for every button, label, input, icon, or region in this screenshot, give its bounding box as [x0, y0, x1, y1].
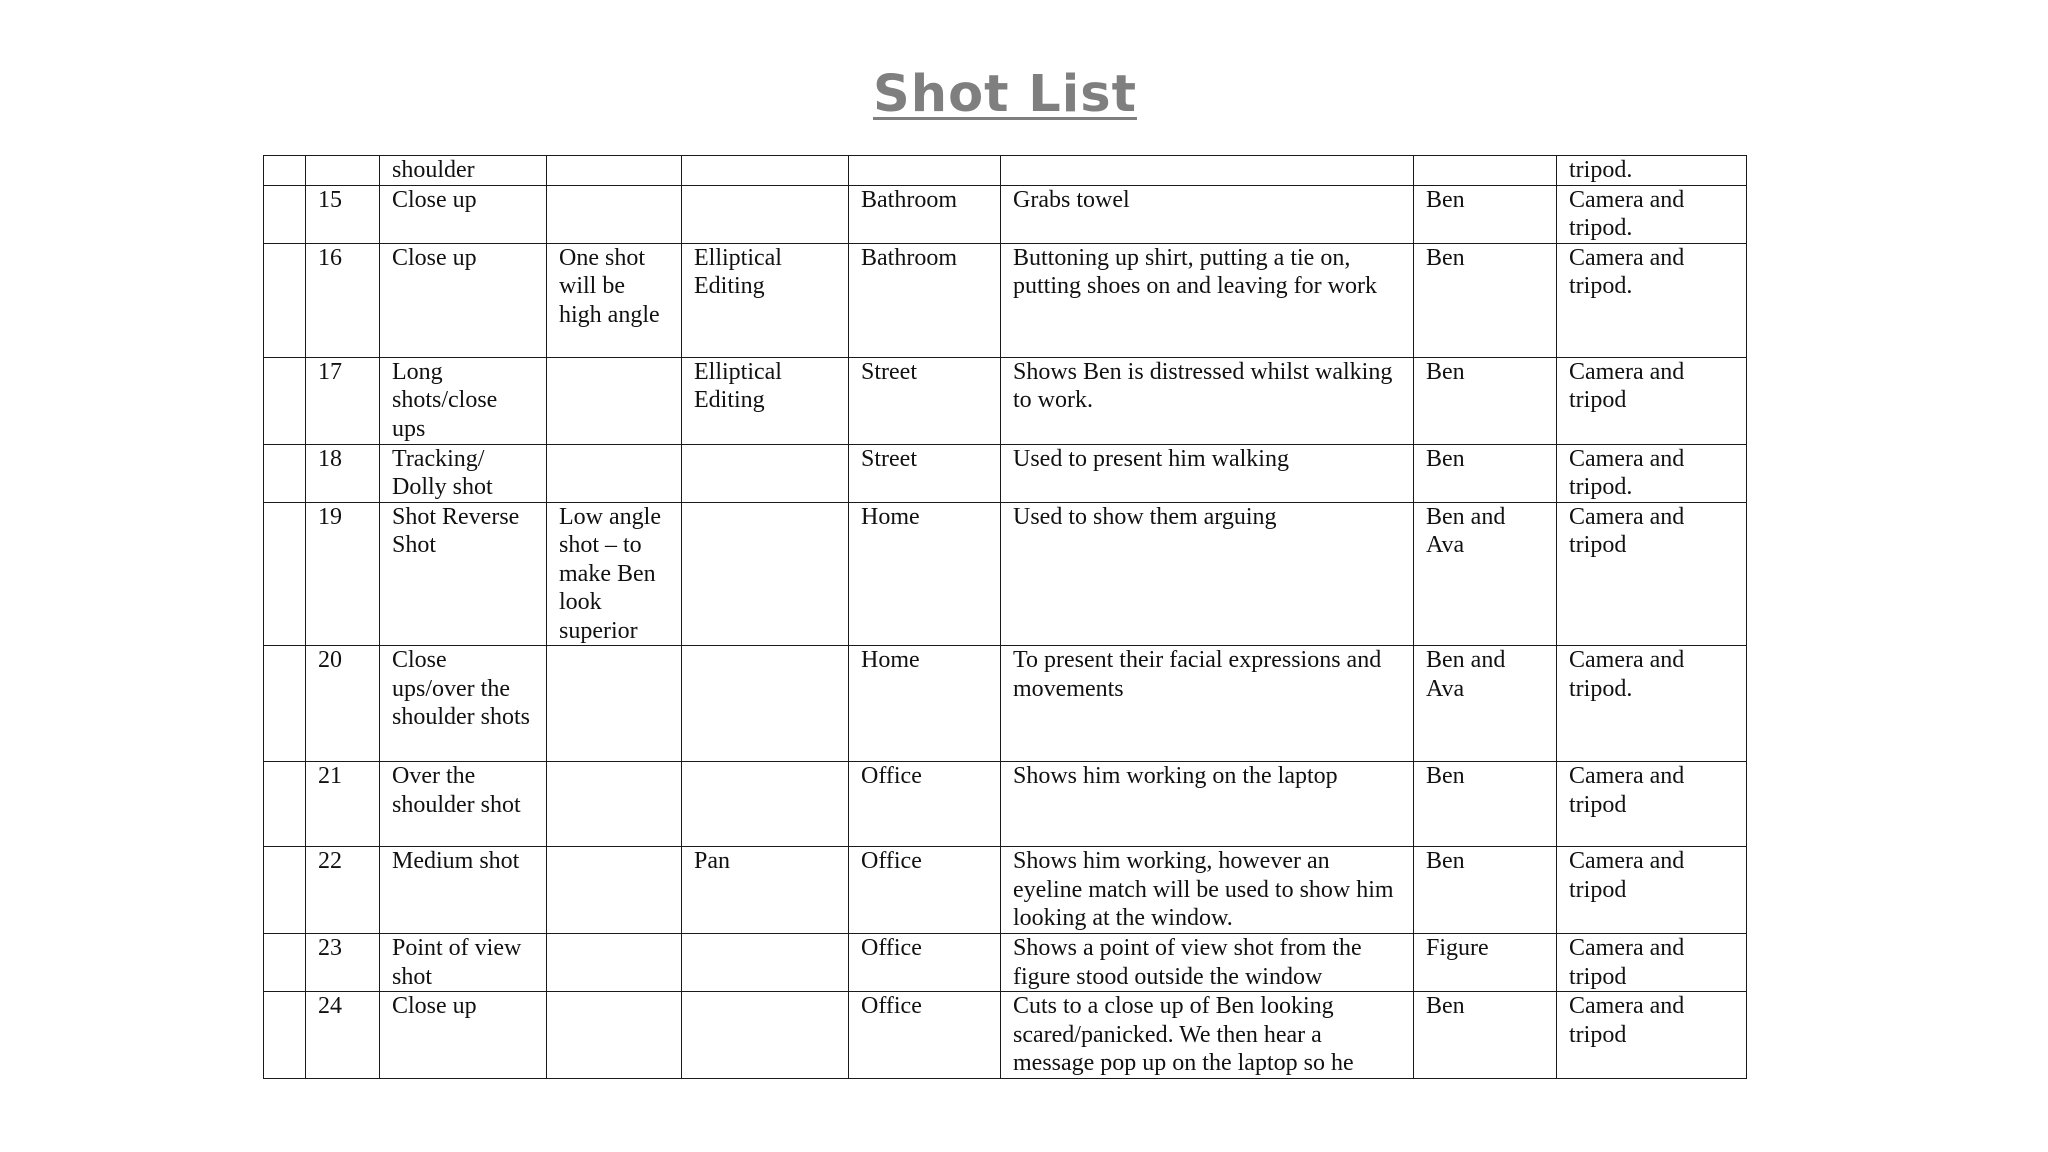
editing-cell — [682, 646, 849, 762]
cast-cell: Ben and Ava — [1414, 502, 1557, 646]
cast-cell: Figure — [1414, 934, 1557, 992]
blank-cell-cell — [264, 934, 306, 992]
description-cell: Shows him working on the laptop — [1001, 762, 1414, 847]
description-cell: Shows Ben is distressed whilst walking to work. — [1001, 357, 1414, 444]
table-row — [264, 934, 1747, 992]
location-cell: Bathroom — [849, 185, 1001, 243]
equipment-cell: Camera and tripod — [1557, 847, 1747, 934]
cast-cell — [1414, 156, 1557, 186]
shot-type-cell: shoulder — [380, 156, 547, 186]
location-cell: Office — [849, 762, 1001, 847]
table-row — [264, 185, 1747, 243]
page-title — [0, 66, 2010, 124]
table-row — [264, 243, 1747, 357]
blank-cell-cell — [264, 847, 306, 934]
location-cell — [849, 156, 1001, 186]
camera-angle-cell: One shot will be high angle — [547, 243, 682, 357]
blank-cell-cell — [264, 992, 306, 1079]
blank-cell-cell — [264, 444, 306, 502]
description-cell: Shows him working, however an eyeline match will be used to show him looking at the window. — [1001, 847, 1414, 934]
shot-type-cell: Close up — [380, 243, 547, 357]
editing-cell — [682, 185, 849, 243]
blank-cell-cell — [264, 156, 306, 186]
camera-angle-cell — [547, 444, 682, 502]
shot-type-cell: Close up — [380, 185, 547, 243]
table-row — [264, 992, 1747, 1079]
shot-rows — [264, 156, 1747, 1079]
location-cell: Home — [849, 502, 1001, 646]
blank-cell-cell — [264, 243, 306, 357]
blank-cell-cell — [264, 646, 306, 762]
equipment-cell: Camera and tripod. — [1557, 185, 1747, 243]
camera-angle-cell: Low angle shot – to make Ben look superior — [547, 502, 682, 646]
description-cell: Shows a point of view shot from the figure stood outside the window — [1001, 934, 1414, 992]
cast-cell: Ben — [1414, 992, 1557, 1079]
shot-type-cell: Shot Reverse Shot — [380, 502, 547, 646]
cast-cell: Ben — [1414, 185, 1557, 243]
shot-type-cell: Tracking/ Dolly shot — [380, 444, 547, 502]
description-cell: Cuts to a close up of Ben looking scared/panicked. We then hear a message pop up on the laptop so he — [1001, 992, 1414, 1079]
shot-number-cell: 22 — [306, 847, 380, 934]
editing-cell: Elliptical Editing — [682, 243, 849, 357]
editing-cell — [682, 992, 849, 1079]
table-row — [264, 646, 1747, 762]
shot-type-cell: Medium shot — [380, 847, 547, 934]
cast-cell: Ben — [1414, 444, 1557, 502]
cast-cell: Ben — [1414, 762, 1557, 847]
location-cell: Bathroom — [849, 243, 1001, 357]
equipment-cell: tripod. — [1557, 156, 1747, 186]
description-cell: Buttoning up shirt, putting a tie on, putting shoes on and leaving for work — [1001, 243, 1414, 357]
shot-number-cell: 16 — [306, 243, 380, 357]
editing-cell — [682, 444, 849, 502]
blank-cell-cell — [264, 502, 306, 646]
table-row — [264, 444, 1747, 502]
camera-angle-cell — [547, 992, 682, 1079]
location-cell: Street — [849, 357, 1001, 444]
table-row — [264, 502, 1747, 646]
camera-angle-cell — [547, 847, 682, 934]
location-cell: Office — [849, 847, 1001, 934]
table-row — [264, 357, 1747, 444]
equipment-cell: Camera and tripod. — [1557, 243, 1747, 357]
description-cell: Grabs towel — [1001, 185, 1414, 243]
shot-number-cell: 21 — [306, 762, 380, 847]
camera-angle-cell — [547, 762, 682, 847]
location-cell: Office — [849, 934, 1001, 992]
table-row — [264, 156, 1747, 186]
shot-list-table — [263, 155, 1747, 1079]
table-row — [264, 762, 1747, 847]
shot-type-cell: Close ups/over the shoulder shots — [380, 646, 547, 762]
equipment-cell: Camera and tripod. — [1557, 646, 1747, 762]
description-cell — [1001, 156, 1414, 186]
equipment-cell: Camera and tripod — [1557, 992, 1747, 1079]
equipment-cell: Camera and tripod — [1557, 357, 1747, 444]
editing-cell: Pan — [682, 847, 849, 934]
shot-number-cell: 18 — [306, 444, 380, 502]
shot-number-cell: 19 — [306, 502, 380, 646]
camera-angle-cell — [547, 357, 682, 444]
shot-type-cell: Point of view shot — [380, 934, 547, 992]
equipment-cell: Camera and tripod — [1557, 762, 1747, 847]
shot-number-cell: 20 — [306, 646, 380, 762]
blank-cell-cell — [264, 357, 306, 444]
cast-cell: Ben — [1414, 243, 1557, 357]
camera-angle-cell — [547, 646, 682, 762]
equipment-cell: Camera and tripod — [1557, 934, 1747, 992]
shot-number-cell: 23 — [306, 934, 380, 992]
editing-cell — [682, 502, 849, 646]
location-cell: Home — [849, 646, 1001, 762]
camera-angle-cell — [547, 934, 682, 992]
blank-cell-cell — [264, 185, 306, 243]
editing-cell — [682, 762, 849, 847]
shot-type-cell: Long shots/close ups — [380, 357, 547, 444]
camera-angle-cell — [547, 156, 682, 186]
cast-cell: Ben — [1414, 847, 1557, 934]
description-cell: Used to present him walking — [1001, 444, 1414, 502]
cast-cell: Ben and Ava — [1414, 646, 1557, 762]
camera-angle-cell — [547, 185, 682, 243]
shot-type-cell: Close up — [380, 992, 547, 1079]
description-cell: To present their facial expressions and movements — [1001, 646, 1414, 762]
editing-cell: Elliptical Editing — [682, 357, 849, 444]
location-cell: Street — [849, 444, 1001, 502]
shot-type-cell: Over the shoulder shot — [380, 762, 547, 847]
table-row — [264, 847, 1747, 934]
shot-number-cell: 17 — [306, 357, 380, 444]
editing-cell — [682, 156, 849, 186]
shot-number-cell: 15 — [306, 185, 380, 243]
description-cell: Used to show them arguing — [1001, 502, 1414, 646]
blank-cell-cell — [264, 762, 306, 847]
location-cell: Office — [849, 992, 1001, 1079]
equipment-cell: Camera and tripod — [1557, 502, 1747, 646]
cast-cell: Ben — [1414, 357, 1557, 444]
shot-number-cell — [306, 156, 380, 186]
shot-number-cell: 24 — [306, 992, 380, 1079]
equipment-cell: Camera and tripod. — [1557, 444, 1747, 502]
title-text: Shot List — [873, 65, 1137, 124]
editing-cell — [682, 934, 849, 992]
